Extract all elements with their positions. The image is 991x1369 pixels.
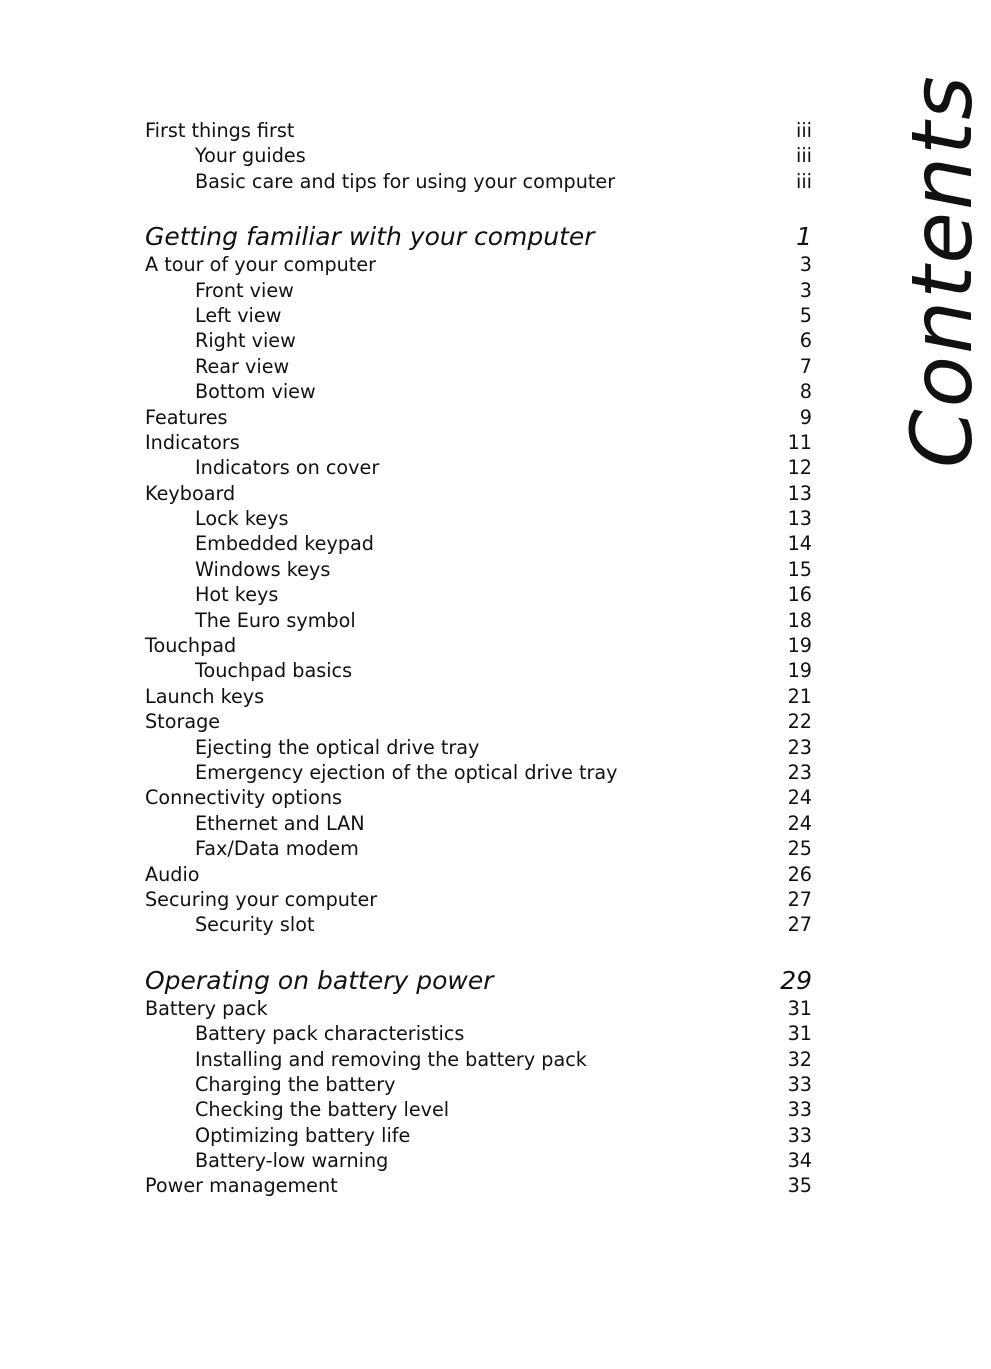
- toc-entry[interactable]: [145, 1173, 812, 1198]
- toc-subentry[interactable]: [145, 912, 812, 937]
- entry-title: Emergency ejection of the optical drive tray: [195, 760, 618, 784]
- entry-title: Charging the battery: [195, 1072, 396, 1096]
- entry-title: Basic care and tips for using your computer: [195, 169, 616, 193]
- entry-title: Storage: [145, 710, 221, 734]
- table-of-contents: [145, 118, 812, 1199]
- toc-subentry[interactable]: [145, 1021, 812, 1046]
- entry-page-number: 11: [787, 430, 812, 454]
- entry-title: Bottom view: [195, 380, 316, 404]
- toc-subentry[interactable]: [145, 608, 812, 633]
- entry-page-number: 27: [787, 887, 812, 911]
- entry-title: Securing your computer: [145, 887, 378, 911]
- toc-entry[interactable]: [145, 252, 812, 277]
- toc-subentry[interactable]: [145, 354, 812, 379]
- entry-page-number: 35: [787, 1174, 812, 1198]
- entry-page-number: 13: [787, 481, 812, 505]
- toc-entry[interactable]: [145, 996, 812, 1021]
- toc-subentry[interactable]: [145, 379, 812, 404]
- entry-title: Battery-low warning: [195, 1149, 389, 1173]
- toc-subentry[interactable]: [145, 1148, 812, 1173]
- entry-title: Fax/Data modem: [195, 837, 359, 861]
- entry-title: Indicators: [145, 430, 240, 454]
- entry-page-number: 15: [787, 557, 812, 581]
- chapter-title: Operating on battery power: [145, 965, 494, 995]
- entry-page-number: iii: [796, 169, 812, 193]
- entry-title: First things first: [145, 119, 295, 142]
- toc-subentry[interactable]: [145, 1097, 812, 1122]
- toc-subentry[interactable]: [145, 1072, 812, 1097]
- entry-page-number: 24: [787, 811, 812, 835]
- entry-title: Touchpad: [145, 634, 237, 658]
- toc-subentry[interactable]: [145, 760, 812, 785]
- entry-page-number: 19: [787, 659, 812, 683]
- toc-entry[interactable]: [145, 684, 812, 709]
- entry-page-number: 12: [787, 456, 812, 480]
- entry-page-number: 3: [799, 253, 812, 277]
- entry-title: Installing and removing the battery pack: [195, 1047, 587, 1071]
- entry-title: Security slot: [195, 913, 315, 937]
- entry-page-number: 9: [799, 405, 812, 429]
- chapter-page-number: 1: [796, 222, 812, 252]
- entry-page-number: 14: [787, 532, 812, 556]
- entry-page-number: 16: [787, 583, 812, 607]
- entry-title: Rear view: [195, 354, 290, 378]
- chapter-title: Getting familiar with your computer: [145, 222, 595, 252]
- toc-subentry[interactable]: [145, 1123, 812, 1148]
- entry-title: Connectivity options: [145, 786, 342, 810]
- entry-title: Battery pack: [145, 996, 268, 1020]
- entry-title: Windows keys: [195, 557, 331, 581]
- entry-title: Right view: [195, 329, 296, 353]
- entry-page-number: 33: [787, 1098, 812, 1122]
- entry-page-number: 3: [799, 278, 812, 302]
- entry-page-number: 27: [787, 913, 812, 937]
- toc-entry[interactable]: [145, 887, 812, 912]
- entry-title: Keyboard: [145, 481, 236, 505]
- entry-page-number: 23: [787, 735, 812, 759]
- toc-entry[interactable]: [145, 430, 812, 455]
- entry-page-number: 6: [799, 329, 812, 353]
- entry-title: Indicators on cover: [195, 456, 380, 480]
- toc-subentry[interactable]: [145, 1047, 812, 1072]
- entry-page-number: 25: [787, 837, 812, 861]
- toc-subentry[interactable]: [145, 811, 812, 836]
- entry-title: Power management: [145, 1174, 338, 1198]
- entry-title: Front view: [195, 278, 294, 302]
- entry-title: Lock keys: [195, 507, 289, 531]
- toc-chapter-heading[interactable]: [145, 222, 812, 252]
- entry-title: Hot keys: [195, 583, 279, 607]
- entry-title: Checking the battery level: [195, 1098, 450, 1122]
- entry-page-number: 33: [787, 1123, 812, 1147]
- entry-title: Battery pack characteristics: [195, 1022, 465, 1046]
- toc-subentry[interactable]: [145, 557, 812, 582]
- toc-subentry[interactable]: [145, 143, 812, 168]
- entry-page-number: 7: [799, 354, 812, 378]
- entry-page-number: 23: [787, 760, 812, 784]
- entry-page-number: 13: [787, 507, 812, 531]
- toc-entry[interactable]: [145, 481, 812, 506]
- toc-subentry[interactable]: [145, 506, 812, 531]
- entry-title: The Euro symbol: [195, 608, 356, 632]
- entry-page-number: 8: [799, 380, 812, 404]
- entry-title: Features: [145, 405, 228, 429]
- toc-subentry[interactable]: [145, 328, 812, 353]
- toc-subentry[interactable]: [145, 303, 812, 328]
- toc-subentry[interactable]: [145, 455, 812, 480]
- entry-page-number: 21: [787, 684, 812, 708]
- entry-title: Touchpad basics: [195, 659, 353, 683]
- entry-page-number: 5: [799, 303, 812, 327]
- entry-title: Your guides: [195, 144, 306, 168]
- toc-chapter-heading[interactable]: [145, 966, 812, 996]
- entry-page-number: 31: [787, 1022, 812, 1046]
- entry-page-number: 31: [787, 996, 812, 1020]
- page-title: Contents: [893, 74, 991, 468]
- toc-entry[interactable]: [145, 118, 812, 143]
- entry-title: A tour of your computer: [145, 253, 377, 277]
- toc-subentry[interactable]: [145, 169, 812, 194]
- toc-subentry[interactable]: [145, 735, 812, 760]
- entry-page-number: 33: [787, 1072, 812, 1096]
- entry-page-number: 32: [787, 1047, 812, 1071]
- toc-subentry[interactable]: [145, 531, 812, 556]
- entry-title: Embedded keypad: [195, 532, 374, 556]
- entry-page-number: 18: [787, 608, 812, 632]
- entry-page-number: 34: [787, 1149, 812, 1173]
- entry-page-number: 19: [787, 634, 812, 658]
- entry-title: Launch keys: [145, 684, 265, 708]
- toc-entry[interactable]: [145, 709, 812, 734]
- entry-page-number: iii: [796, 144, 812, 168]
- entry-page-number: 26: [787, 862, 812, 886]
- entry-page-number: 24: [787, 786, 812, 810]
- toc-entry[interactable]: [145, 862, 812, 887]
- toc-subentry[interactable]: [145, 278, 812, 303]
- toc-subentry[interactable]: [145, 582, 812, 607]
- entry-title: Ejecting the optical drive tray: [195, 735, 480, 759]
- toc-entry[interactable]: [145, 405, 812, 430]
- toc-entry[interactable]: [145, 785, 812, 810]
- chapter-page-number: 29: [780, 965, 812, 995]
- toc-subentry[interactable]: [145, 658, 812, 683]
- entry-page-number: iii: [796, 119, 812, 142]
- entry-title: Ethernet and LAN: [195, 811, 365, 835]
- toc-subentry[interactable]: [145, 836, 812, 861]
- toc-entry[interactable]: [145, 633, 812, 658]
- entry-title: Optimizing battery life: [195, 1123, 411, 1147]
- entry-page-number: 22: [787, 710, 812, 734]
- entry-title: Audio: [145, 862, 200, 886]
- entry-title: Left view: [195, 303, 282, 327]
